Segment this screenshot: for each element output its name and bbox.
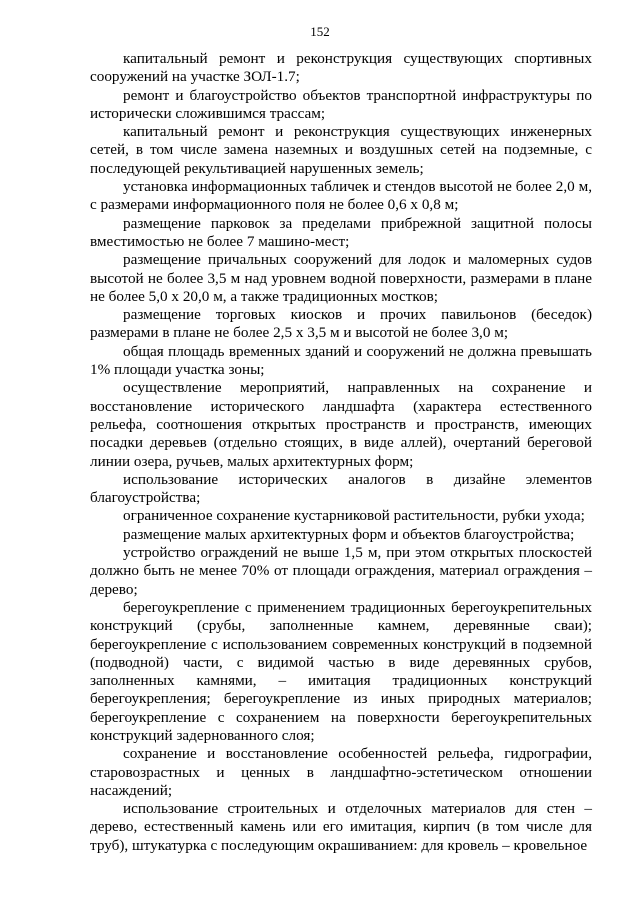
paragraph: размещение малых архитектурных форм и объектов благоустройства; xyxy=(123,525,575,543)
paragraph: осуществление мероприятий, направленных на сохранение и восстановление исторического ландшафта (характера естественного рельефа, соотношения открытых пространств и пространств, имеющих посадки деревьев (отдельно стоящих, в виде аллей), очертаний береговой линии озера, ручьев, малых архитектурных форм; xyxy=(90,379,592,470)
paragraph: ремонт и благоустройство объектов транспортной инфраструктуры по исторически сложившимся трассам; xyxy=(90,86,592,122)
paragraph: сохранение и восстановление особенностей рельефа, гидрографии, старовозрастных и ценных в ландшафтно-эстетическом отношении насаждений; xyxy=(90,745,592,799)
document-body xyxy=(90,50,592,855)
paragraph: капитальный ремонт и реконструкция существующих спортивных сооружений на участке ЗОЛ-1.7; xyxy=(90,50,592,86)
paragraph: использование строительных и отделочных материалов для стен – дерево, естественный камень или его имитация, кирпич (в том числе для труб), штукатурка с последующим окрашиванием: для кровель – кровельное xyxy=(90,800,592,854)
paragraph: капитальный ремонт и реконструкция существующих инженерных сетей, в том числе замена наземных и воздушных сетей на подземные, с последующей рекультивацией нарушенных земель; xyxy=(90,123,592,177)
paragraph: общая площадь временных зданий и сооружений не должна превышать 1% площади участка зоны; xyxy=(90,342,592,379)
paragraph: ограниченное сохранение кустарниковой растительности, рубки ухода; xyxy=(123,507,585,525)
paragraph: установка информационных табличек и стендов высотой не более 2,0 м, с размерами информационного поля не более 0,6 х 0,8 м; xyxy=(90,178,592,214)
page-number: 152 xyxy=(310,24,330,39)
paragraph: размещение торговых киосков и прочих павильонов (беседок) размерами в плане не более 2,5 х 3,5 м и высотой не более 3,0 м; xyxy=(90,306,592,342)
paragraph: устройство ограждений не выше 1,5 м, при этом открытых плоскостей должно быть не менее 70% от площади ограждения, материал ограждения – дерево; xyxy=(90,544,592,598)
paragraph: размещение причальных сооружений для лодок и маломерных судов высотой не более 3,5 м над уровнем водной поверхности, размерами в плане не более 5,0 х 20,0 м, а также традиционных мостков; xyxy=(90,251,592,305)
paragraph: размещение парковок за пределами прибрежной защитной полосы вместимостью не более 7 машино-мест; xyxy=(90,214,592,250)
paragraph: использование исторических аналогов в дизайне элементов благоустройства; xyxy=(90,470,592,507)
paragraph: берегоукрепление с применением традиционных берегоукрепительных конструкций (срубы, заполненные камнем, деревянные сваи); берегоукрепление с использованием современных конструкций в подземной (подводной) части, с видимой частью в виде деревянных срубов, заполненных камнями, – имитация традиционных конструкций берегоукрепления; берегоукрепление из иных природных материалов; берегоукрепление с сохранением на поверхности берегоукрепительных конструкций задернованного слоя; xyxy=(90,598,592,744)
